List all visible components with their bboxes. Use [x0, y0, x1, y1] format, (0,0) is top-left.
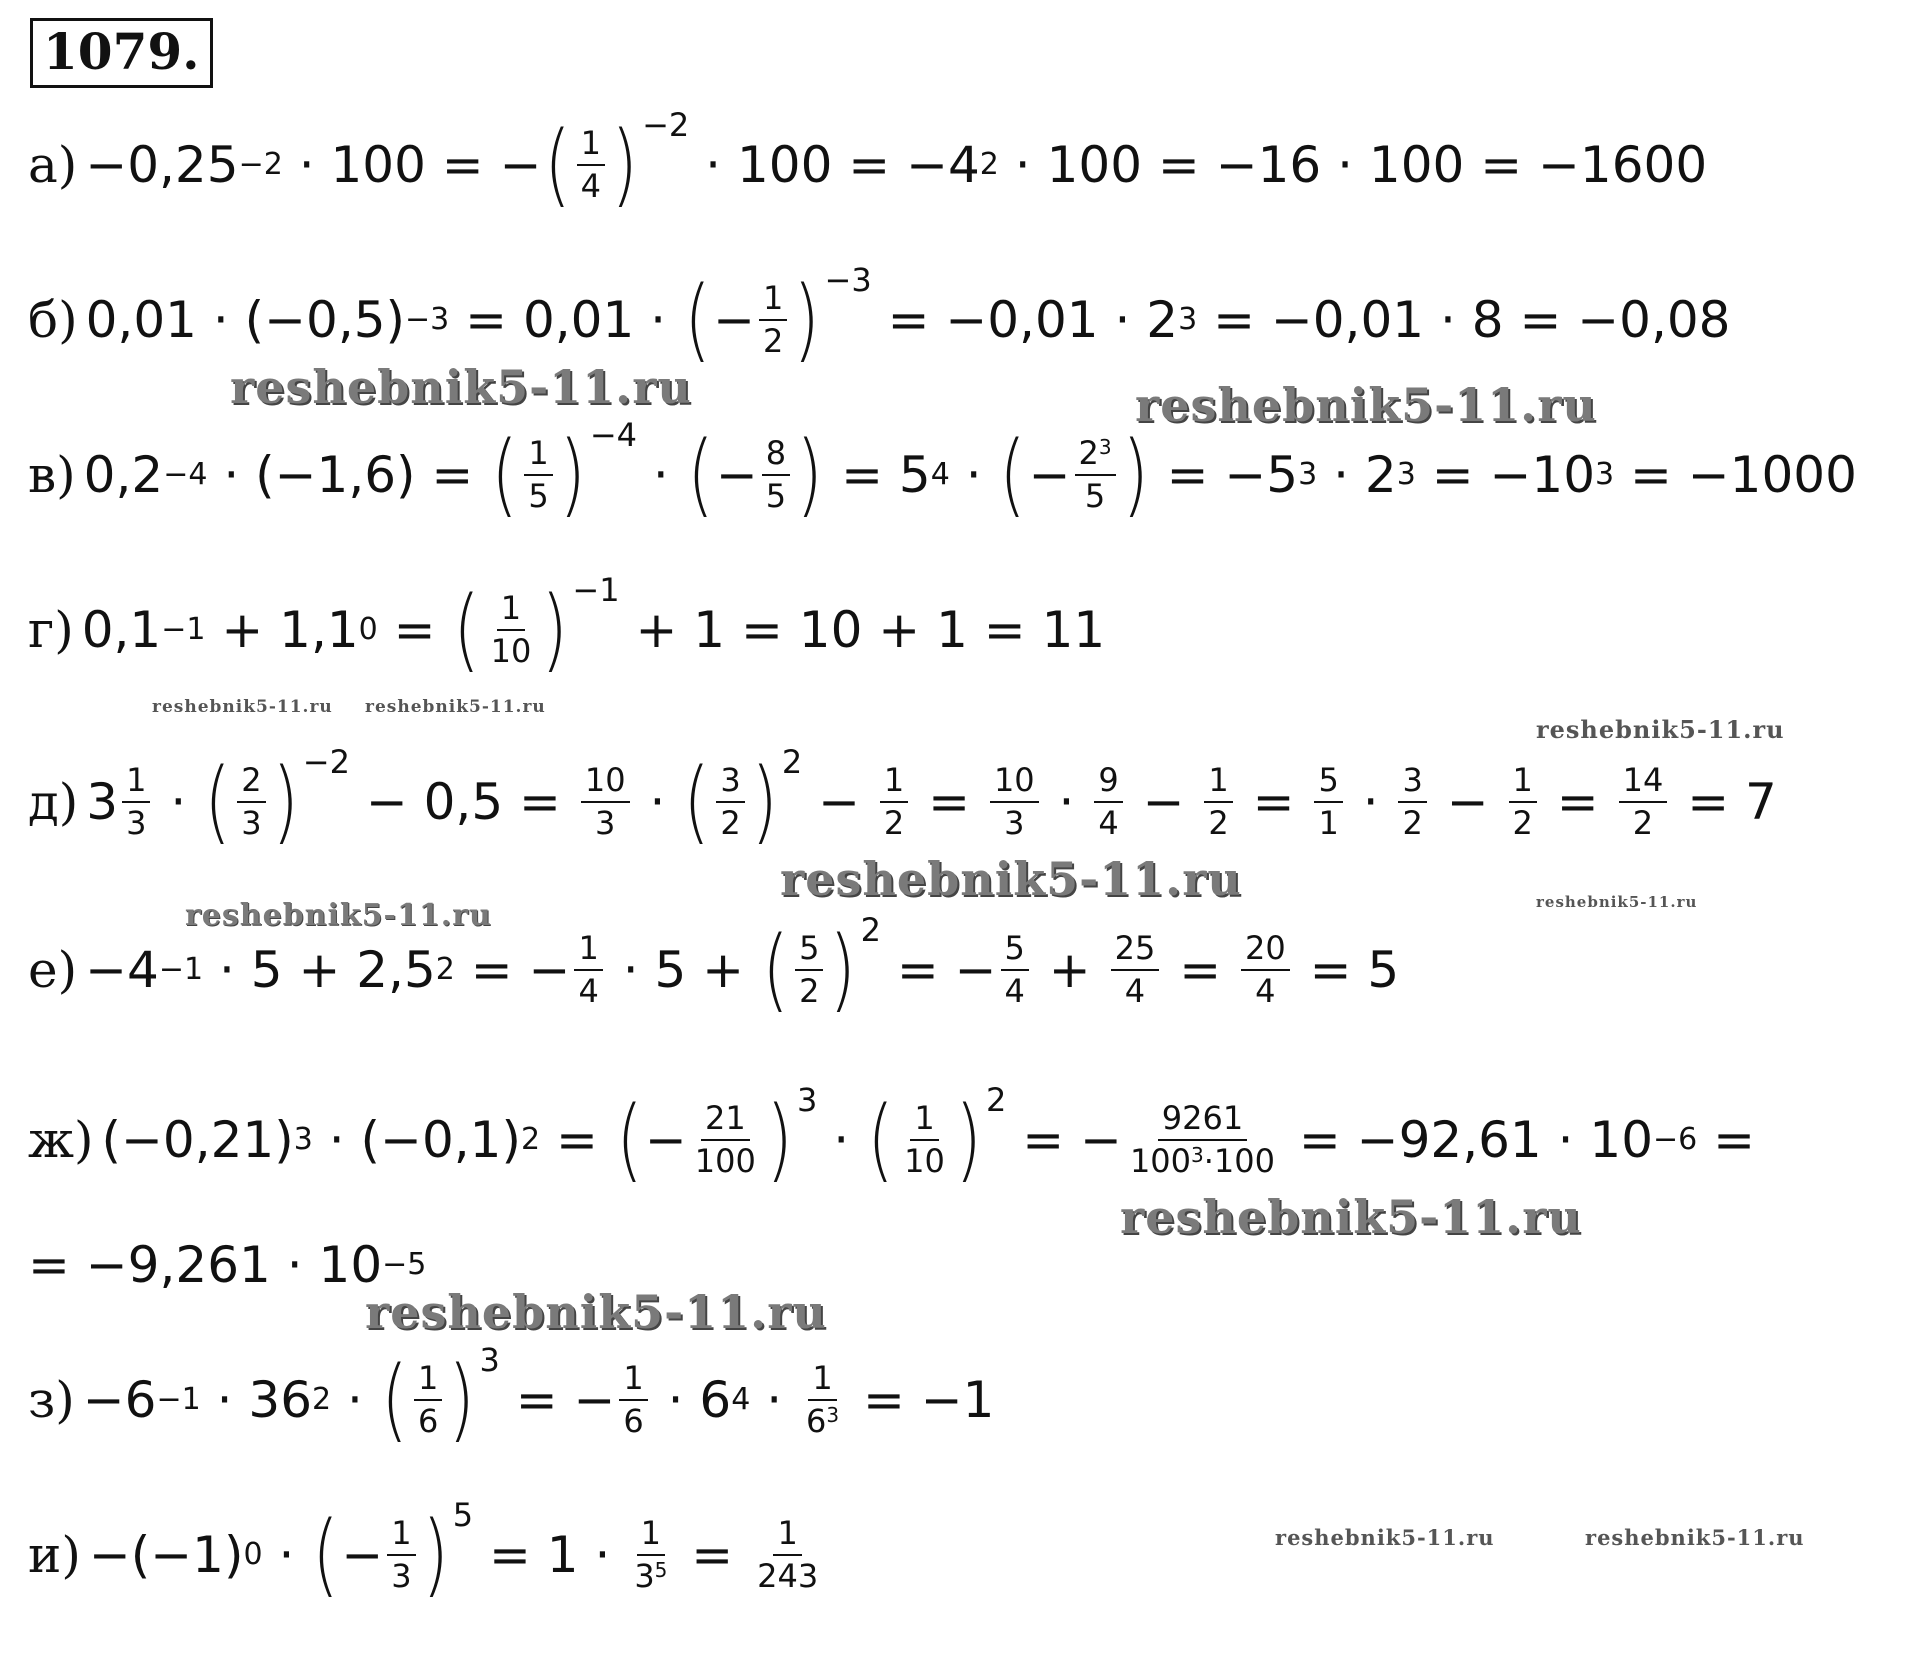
numerator: 10	[990, 762, 1039, 803]
item-label: д)	[28, 773, 79, 831]
exponent: −1	[572, 571, 620, 609]
numerator: 10	[581, 762, 630, 803]
expr-text: −4	[85, 941, 159, 999]
expr-text: · 36	[200, 1371, 313, 1429]
fraction	[122, 762, 150, 842]
numerator: 1	[577, 125, 605, 166]
expr-text: ·	[154, 773, 203, 831]
equation-d	[28, 737, 1777, 867]
watermark: reshebnik5-11.ru	[1536, 893, 1698, 911]
expr-text: − 0,5 =	[349, 773, 577, 831]
expr-text: =	[1163, 941, 1237, 999]
minus-sign: −	[713, 291, 756, 349]
right-paren: )	[541, 577, 569, 682]
watermark: reshebnik5-11.ru	[185, 898, 492, 933]
denominator: 6	[623, 1402, 644, 1440]
numerator: 1	[808, 1360, 836, 1401]
expr-text: = −	[1006, 1111, 1122, 1169]
watermark: reshebnik5-11.ru	[1275, 1525, 1495, 1550]
exponent: 2	[781, 743, 803, 781]
denominator: 2	[883, 804, 905, 842]
denominator: 3	[391, 1557, 412, 1595]
equation-a: а) −0,25 −2 · 100 = − ( $\frac{1}{4}$ ) −2 · 100 = −4 2 · 100 = −16 · 100 = −1600	[28, 106, 1708, 217]
expr-text: ·	[1042, 773, 1091, 831]
expr-text: ·	[633, 773, 682, 831]
numerator: 5	[795, 930, 823, 971]
left-paren: (	[616, 1087, 643, 1192]
expr-text: = −1	[847, 1371, 995, 1429]
exponent: −2	[642, 106, 690, 144]
expr-text: · 2	[1317, 446, 1397, 504]
expr-text: = 5	[825, 446, 931, 504]
left-paren: (	[381, 1347, 408, 1452]
numerator: 1	[759, 280, 787, 321]
expr-text: = −	[499, 1371, 616, 1429]
expr-text: 3	[86, 773, 119, 831]
left-paren: (	[453, 577, 481, 682]
numerator: 21	[701, 1100, 750, 1141]
numerator-base: 2	[1078, 434, 1099, 473]
denominator: 2	[1402, 804, 1423, 842]
fraction	[619, 1360, 647, 1440]
expr-text: −0,25	[85, 136, 239, 194]
denominator: 4	[1124, 972, 1146, 1010]
fraction	[1094, 762, 1122, 842]
fraction	[762, 435, 790, 515]
fraction	[759, 280, 787, 360]
numerator: 2	[237, 762, 265, 803]
numerator: 1	[773, 1515, 801, 1556]
exponent: 5	[654, 1558, 668, 1582]
left-paren: (	[684, 267, 711, 372]
expr-text: = −0,01 · 2	[871, 291, 1179, 349]
numerator: 1	[1509, 762, 1537, 803]
expr-text: = −5	[1150, 446, 1299, 504]
watermark: reshebnik5-11.ru	[230, 360, 692, 414]
numerator: 1	[524, 435, 552, 476]
right-paren: )	[796, 422, 823, 527]
watermark: reshebnik5-11.ru	[365, 1285, 827, 1339]
denominator: 6	[417, 1402, 439, 1440]
expr-text: ·	[637, 446, 685, 504]
expr-text: =	[377, 601, 452, 659]
right-paren: )	[272, 749, 299, 854]
fraction	[574, 930, 602, 1010]
minus-sign: −	[644, 1111, 687, 1169]
fraction	[802, 1360, 843, 1440]
equation-z: з) −6 −1 · 36 2 · ( $\frac{1}{6}$ ) 3 = − $\frac{1}{6}$ · 6 4 · $\frac{1}{6^3}$ = −1	[28, 1341, 995, 1452]
expr-text: ·	[262, 1526, 311, 1584]
expr-text: + 1 = 10 + 1 = 11	[619, 601, 1106, 659]
numerator: 1	[574, 930, 602, 971]
fraction	[1314, 762, 1342, 842]
expr-text: −	[1126, 773, 1201, 831]
fraction	[524, 435, 552, 515]
minus-sign: −	[341, 1526, 384, 1584]
denominator: 5	[528, 477, 549, 515]
watermark: reshebnik5-11.ru	[152, 697, 333, 717]
expr-text: =	[1236, 773, 1311, 831]
fraction	[1509, 762, 1537, 842]
expr-text: = 5	[1293, 941, 1400, 999]
right-paren: )	[1122, 422, 1149, 527]
exponent: 3	[479, 1341, 500, 1379]
denominator: 4	[1004, 972, 1025, 1010]
denominator: 3	[1004, 804, 1025, 842]
exponent: 3	[1191, 1143, 1204, 1167]
expr-text: · 6	[651, 1371, 732, 1429]
denominator	[802, 1401, 843, 1440]
fraction	[1075, 435, 1116, 515]
expr-text: −	[1430, 773, 1505, 831]
fraction	[1398, 762, 1426, 842]
expr-text: ·	[817, 1111, 866, 1169]
exponent: 3	[796, 1081, 818, 1119]
right-paren: )	[422, 1502, 449, 1607]
expr-text: 0,2	[83, 446, 164, 504]
fraction	[716, 762, 744, 842]
fraction	[630, 1515, 671, 1595]
denominator: 10	[490, 632, 532, 670]
expr-text: · 5 + 2,5	[203, 941, 436, 999]
right-paren: )	[448, 1347, 476, 1452]
expr-text: = −1000	[1614, 446, 1857, 504]
expr-text: = −	[880, 941, 997, 999]
fraction	[753, 1515, 822, 1595]
fraction	[387, 1515, 415, 1595]
task-number: 1079.	[30, 18, 213, 88]
expr-text: = −9,261 · 10	[28, 1236, 383, 1294]
equation-v: в) 0,2 −4 · (−1,6) = ( $\frac{1}{5}$ ) −4 · ( − $\frac{8}{5}$ ) = 5 4 · ( − $\frac{2^3}{5}$ ) = −5 3 · 2 3 = −10 3 = −1000	[28, 416, 1857, 527]
fraction	[1126, 1100, 1279, 1180]
item-label: и)	[28, 1526, 81, 1584]
fraction	[1001, 930, 1029, 1010]
expr-text: = −92,61 · 10	[1283, 1111, 1654, 1169]
minus-sign: −	[715, 446, 758, 504]
expr-text: · 100 = −16 · 100 = −1600	[998, 136, 1708, 194]
equation-zh: ж) (−0,21) 3 · (−0,1) 2 = ( − $\frac{21}{100}$ ) 3 · ( $\frac{1}{10}$ ) 2 = − $\frac{9261}{100^3\cdot 100}$ = −92,61 · 10 −6 =	[28, 1081, 1756, 1192]
denominator: 100	[694, 1142, 756, 1180]
right-paren: )	[829, 917, 857, 1022]
fraction	[900, 1100, 949, 1180]
expr-text: = −10	[1415, 446, 1596, 504]
expr-text: (−0,21)	[101, 1111, 294, 1169]
denominator: 2	[799, 972, 820, 1010]
numerator: 5	[1314, 762, 1342, 803]
denominator: 2	[763, 322, 784, 360]
expr-text: −6	[82, 1371, 157, 1429]
left-paren: (	[867, 1087, 894, 1192]
fraction	[487, 590, 536, 670]
fraction	[795, 930, 823, 1010]
exponent: 2	[860, 911, 881, 949]
watermark: reshebnik5-11.ru	[1135, 378, 1597, 432]
expr-text: −	[802, 773, 876, 831]
denominator: 5	[765, 477, 787, 515]
item-label: е)	[28, 941, 78, 999]
expr-text: · 100 = −4	[689, 136, 980, 194]
expr-text: + 1,1	[205, 601, 359, 659]
left-paren: (	[312, 1502, 339, 1607]
expr-text: = 0,01 ·	[449, 291, 682, 349]
expr-text: · (−1,6) =	[207, 446, 490, 504]
numerator: 1	[497, 590, 525, 631]
expr-text: =	[540, 1111, 614, 1169]
fraction	[990, 762, 1039, 842]
expr-text: −(−1)	[88, 1526, 244, 1584]
fraction	[577, 125, 605, 205]
expr-text: · 100 = −	[282, 136, 542, 194]
numerator: 3	[716, 762, 744, 803]
right-paren: )	[766, 1087, 793, 1192]
watermark: reshebnik5-11.ru	[1120, 1190, 1582, 1244]
numerator: 1	[880, 762, 908, 803]
expr-text: =	[912, 773, 986, 831]
expr-text: = 7	[1671, 773, 1777, 831]
expr-text: · (−0,1)	[312, 1111, 521, 1169]
left-paren: (	[491, 422, 518, 527]
equation-i: и) −(−1) 0 · ( − $\frac{1}{3}$ ) 5 = 1 · $\frac{1}{3^5}$ = $\frac{1}{243}$	[28, 1490, 826, 1620]
left-paren: (	[687, 422, 714, 527]
denominator	[630, 1556, 671, 1595]
right-paren: )	[955, 1087, 982, 1192]
numerator: 1	[910, 1100, 938, 1141]
fraction	[414, 1360, 442, 1440]
exponent: 3	[1098, 435, 1112, 460]
exponent: −3	[824, 261, 872, 299]
denominator: 2	[720, 804, 741, 842]
item-label: ж)	[28, 1111, 94, 1169]
equation-zh-continued: = −9,261 · 10 −5	[28, 1236, 427, 1294]
numerator: 20	[1241, 930, 1290, 971]
denominator: 2	[1632, 804, 1654, 842]
expr-text: =	[1697, 1111, 1756, 1169]
fraction	[1111, 930, 1160, 1010]
numerator	[1075, 435, 1116, 476]
denominator: 4	[580, 167, 601, 205]
denominator: 1	[1318, 804, 1339, 842]
fraction	[1241, 930, 1290, 1010]
numerator: 1	[387, 1515, 415, 1556]
numerator: 25	[1111, 930, 1160, 971]
fraction	[237, 762, 265, 842]
watermark: reshebnik5-11.ru	[780, 852, 1242, 906]
fraction	[880, 762, 908, 842]
denominator: 3	[595, 804, 616, 842]
expr-text: +	[1032, 941, 1107, 999]
denominator: 3	[241, 804, 262, 842]
expr-text: ·	[949, 446, 998, 504]
denominator: 5	[1084, 477, 1106, 515]
expr-text: = −	[454, 941, 571, 999]
denominator: 2	[1512, 804, 1533, 842]
numerator: 1	[637, 1515, 665, 1556]
denominator-base: 3	[634, 1557, 655, 1595]
fraction	[1619, 762, 1668, 842]
numerator: 9	[1094, 762, 1122, 803]
numerator: 14	[1619, 762, 1668, 803]
left-paren: (	[543, 112, 571, 217]
item-label: в)	[28, 446, 76, 504]
numerator: 8	[762, 435, 790, 476]
equation-b: б) 0,01 · (−0,5) −3 = 0,01 · ( − $\frac{1}{2}$ ) −3 = −0,01 · 2 3 = −0,01 · 8 = −0,08	[28, 261, 1731, 372]
fraction	[581, 762, 630, 842]
denominator: 4	[1255, 972, 1276, 1010]
numerator: 9261	[1158, 1100, 1247, 1141]
exponent: 3	[826, 1403, 840, 1427]
expr-text: 0,1	[81, 601, 162, 659]
left-paren: (	[999, 422, 1027, 527]
numerator: 1	[619, 1360, 647, 1401]
left-paren: (	[683, 749, 710, 854]
denominator: 4	[578, 972, 599, 1010]
fraction	[1204, 762, 1232, 842]
denominator: 243	[757, 1557, 819, 1595]
denominator: 10	[904, 1142, 945, 1180]
exponent: −4	[589, 416, 637, 454]
equation-g: г) 0,1 −1 + 1,1 0 = ( $\frac{1}{10}$ ) −1 + 1 = 10 + 1 = 11	[28, 571, 1106, 682]
numerator: 1	[122, 762, 150, 803]
denominator-base: 100	[1129, 1142, 1192, 1180]
fraction	[691, 1100, 760, 1180]
watermark: reshebnik5-11.ru	[365, 697, 546, 717]
denominator: 3	[126, 804, 147, 842]
denominator-base: 6	[806, 1402, 827, 1440]
left-paren: (	[204, 749, 231, 854]
exponent: 5	[452, 1496, 474, 1534]
item-label: б)	[28, 291, 78, 349]
expr-text: = −0,01 · 8 = −0,08	[1197, 291, 1731, 349]
exponent: −2	[302, 743, 350, 781]
expr-text: ·	[1346, 773, 1395, 831]
numerator: 1	[1204, 762, 1232, 803]
right-paren: )	[611, 112, 638, 217]
minus-sign: −	[1028, 446, 1071, 504]
equation-e: е) −4 −1 · 5 + 2,5 2 = − $\frac{1}{4}$ · 5 + ( $\frac{5}{2}$ ) 2 = − $\frac{5}{4}$ + $\frac{25}{4}$ = $\frac{20}{4}$ = 5	[28, 911, 1400, 1022]
expr-text: = 1 ·	[473, 1526, 627, 1584]
exponent: 2	[986, 1081, 1007, 1119]
numerator: 5	[1001, 930, 1029, 971]
expr-text: =	[1540, 773, 1615, 831]
numerator: 3	[1398, 762, 1426, 803]
item-label: а)	[28, 136, 78, 194]
denominator: 4	[1098, 804, 1119, 842]
item-label: з)	[28, 1371, 75, 1429]
expr-text: ·	[750, 1371, 799, 1429]
expr-text: =	[675, 1526, 750, 1584]
watermark: reshebnik5-11.ru	[1585, 1525, 1805, 1550]
denominator-tail: ·100	[1203, 1142, 1275, 1180]
expr-text: · 5 +	[606, 941, 760, 999]
denominator: 2	[1208, 804, 1229, 842]
denominator	[1126, 1141, 1279, 1180]
expr-text: ·	[331, 1371, 379, 1429]
numerator: 1	[414, 1360, 442, 1401]
expr-text: 0,01 · (−0,5)	[85, 291, 406, 349]
left-paren: (	[762, 917, 789, 1022]
right-paren: )	[793, 267, 821, 372]
item-label: г)	[28, 601, 74, 659]
watermark: reshebnik5-11.ru	[1536, 715, 1785, 744]
right-paren: )	[559, 422, 586, 527]
right-paren: )	[751, 749, 778, 854]
